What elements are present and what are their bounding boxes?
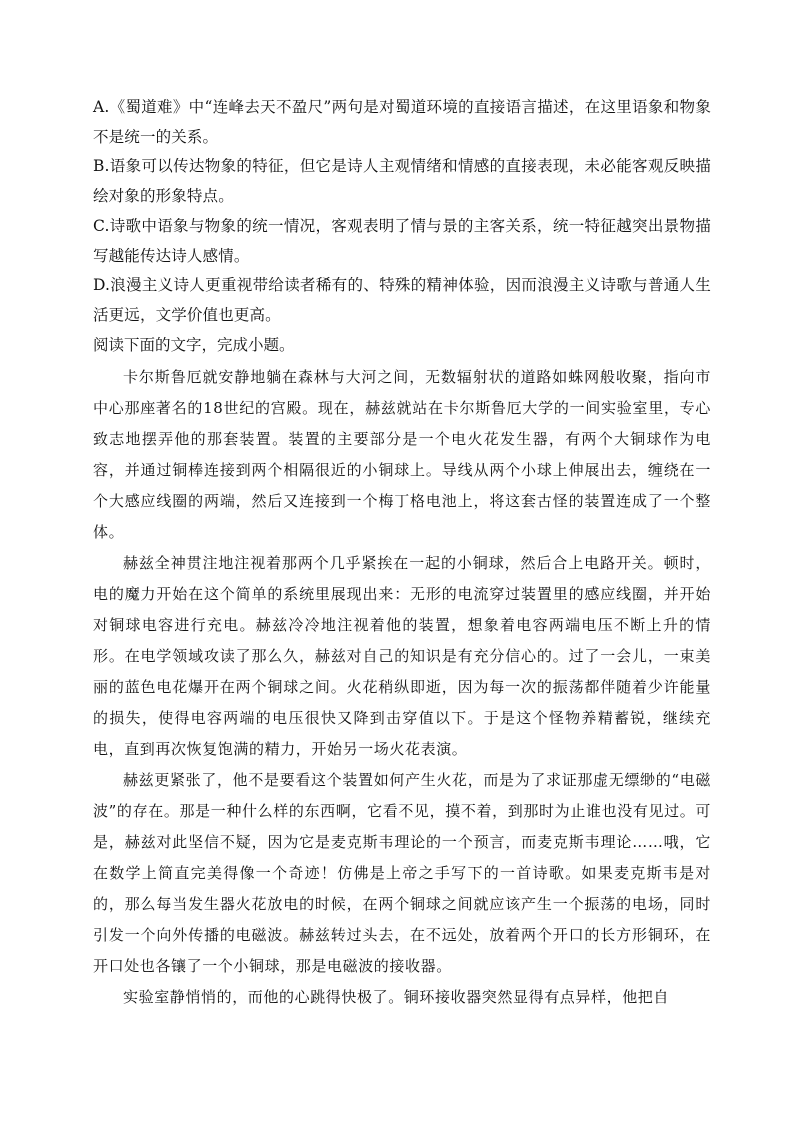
option-d: D.浪漫主义诗人更重视带给读者稀有的、特殊的精神体验，因而浪漫主义诗歌与普通人生活更远，文学价值也更高。 [93,276,711,324]
reading-passage [93,362,711,1013]
option-c: C.诗歌中语象与物象的统一情况，客观表明了情与景的主客关系，统一特征越突出景物描写越能传达诗人感情。 [93,216,711,265]
option-b: B.语象可以传达物象的特征，但它是诗人主观情绪和情感的直接表现，未必能客观反映描绘对象的形象特点。 [93,157,711,206]
reading-instruction: 阅读下面的文字，完成小题。 [93,335,295,354]
option-a: A.《蜀道难》中“连峰去天不盈尺”两句是对蜀道环境的直接语言描述，在这里语象和物象不是统一的关系。 [93,98,711,146]
passage-paragraph-4: 实验室静悄悄的，而他的心跳得快极了。铜环接收器突然显得有点异样，他把自 [123,988,670,1007]
document-page [93,93,711,1013]
passage-paragraph-3: 赫兹更紧张了，他不是要看这个装置如何产生火花，而是为了求证那虚无缥缈的“电磁波”的存在。那是一种什么样的东西啊，它看不见，摸不着，到那时为止谁也没有见过。可是，赫兹对此坚信不疑，因为它是麦克斯韦理论的一个预言，而麦克斯韦理论……哦，它在数学上简直完美得像一个奇迹！仿佛是上帝之手写下的一首诗歌。如果麦克斯韦是对的，那么每当发生器火花放电的时候，在两个铜球之间就应该产生一个振荡的电场，同时引发一个向外传播的电磁波。赫兹转过头去，在不远处，放着两个开口的长方形铜环，在开口处也各镶了一个小铜球，那是电磁波的接收器。 [93,771,711,976]
passage-paragraph-2: 赫兹全神贯注地注视着那两个几乎紧挨在一起的小铜球，然后合上电路开关。顿时，电的魔力开始在这个简单的系统里展现出来：无形的电流穿过装置里的感应线圈，并开始对铜球电容进行充电。赫兹冷冷地注视着他的装置，想象着电容两端电压不断上升的情形。在电学领域攻读了那么久，赫兹对自己的知识是有充分信心的。过了一会儿，一束美丽的蓝色电花爆开在两个铜球之间。火花稍纵即逝，因为每一次的振荡都伴随着少许能量的损失，使得电容两端的电压很快又降到击穿值以下。于是这个怪物养精蓄锐，继续充电，直到再次恢复饱满的精力，开始另一场火花表演。 [93,554,711,759]
answer-options [93,93,711,331]
passage-paragraph-1: 卡尔斯鲁厄就安静地躺在森林与大河之间，无数辐射状的道路如蛛网般收聚，指向市中心那座著名的18世纪的宫殿。现在，赫兹就站在卡尔斯鲁厄大学的一间实验室里，专心致志地摆弄他的那套装置。装置的主要部分是一个电火花发生器，有两个大铜球作为电容，并通过铜棒连接到两个相隔很近的小铜球上。导线从两个小球上伸展出去，缠绕在一个大感应线圈的两端，然后又连接到一个梅丁格电池上，将这套古怪的装置连成了一个整体。 [93,368,711,542]
